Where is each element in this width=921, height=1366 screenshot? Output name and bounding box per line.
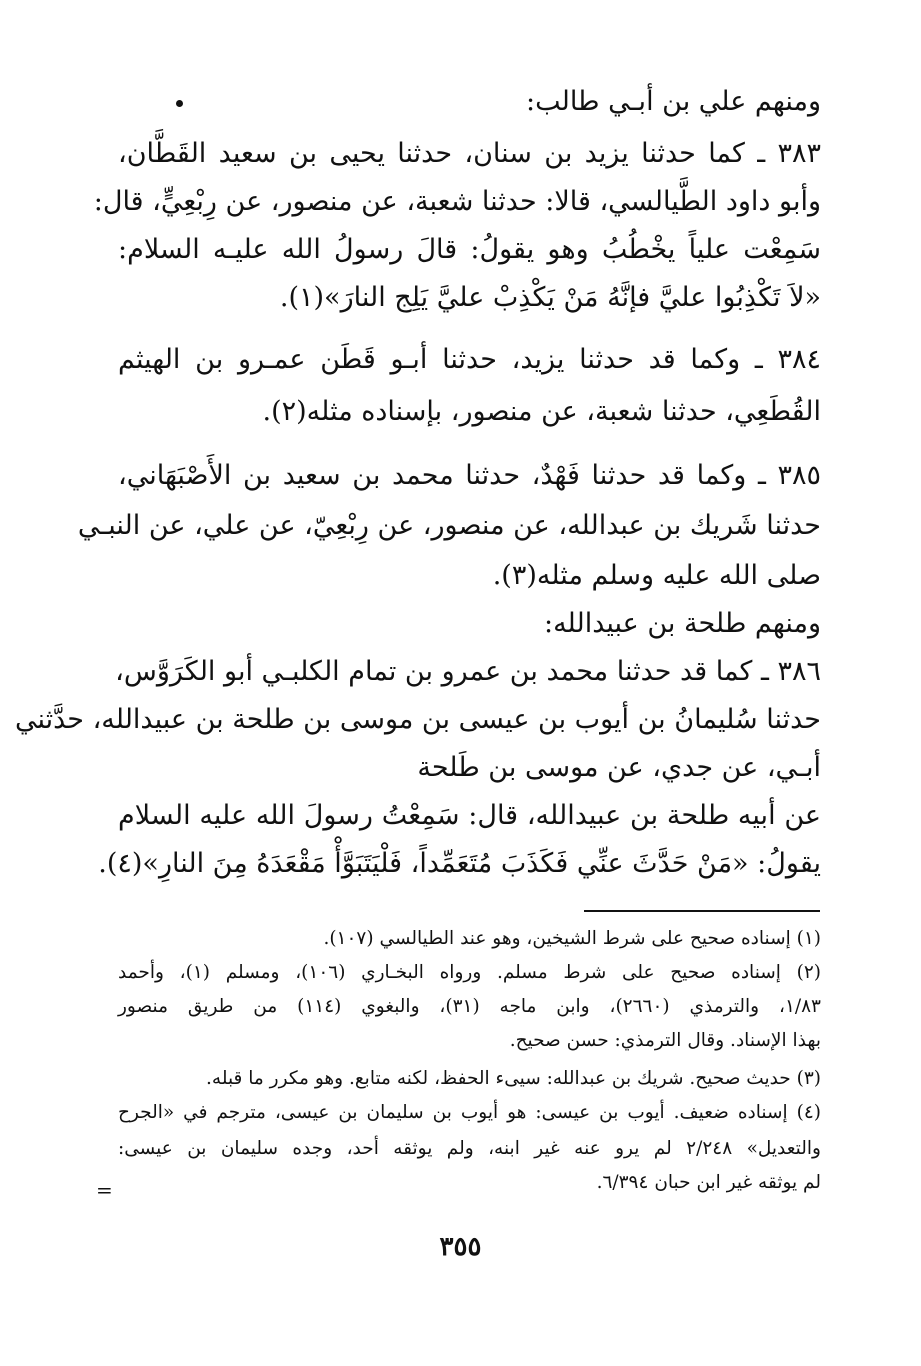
footnote-4-line-1: (٤) إسناده ضعيف. أيوب بن عيسى: هو أيوب بن سليمان بن عيسى، مترجم في «الجرح [118,1102,821,1123]
footnote-2-line-1: (٢) إسناده صحيح على شرط مسلم. ورواه البخـاري (١٠٦)، ومسلم (١)، وأحمد [118,962,822,983]
hadith-386-line-5: يقولُ: «مَنْ حَدَّثَ عنِّي فَكَذَبَ مُتَعَمِّداً، فَلْيَتَبَوَّأْ مَقْعَدَهُ مِنَ النارِ»(٤). [98,848,821,879]
footnote-2-line-3: بهذا الإسناد. وقال الترمذي: حسن صحيح. [509,1030,821,1051]
footnote-4-line-2: والتعديل» ٢/٢٤٨ لم يرو عنه غير ابنه، ولم يوثقه أحد، وجده سليمان بن عيسى: [118,1138,821,1159]
section-heading-ali: ومنهم علي بن أبـي طالب: [526,86,821,117]
footnote-separator [584,910,820,912]
hadith-383-line-2: وأبو داود الطَّيالسي، قالا: حدثنا شعبة، عن منصور، عن رِبْعِيٍّ، قال: [93,186,821,217]
footnote-2-line-2: ١/٨٣، والترمذي (٢٦٦٠)، وابن ماجه (٣١)، والبغوي (١١٤) من طريق منصور [118,996,821,1017]
hadith-386-line-4: عن أبيه طلحة بن عبيدالله، قال: سَمِعْتُ رسولَ الله عليه السلام [118,800,821,831]
footnote-1: (١) إسناده صحيح على شرط الشيخين، وهو عند الطيالسي (١٠٧). [323,928,821,949]
hadith-385-line-3: صلى الله عليه وسلم مثله(٣). [492,560,821,591]
hadith-384-line-2: القُطَعِي، حدثنا شعبة، عن منصور، بإسناده مثله(٢). [262,396,821,427]
hadith-385-line-2: حدثنا شَريك بن عبدالله، عن منصور، عن رِبْعِيّ، عن علي، عن النبـي [77,510,821,541]
hadith-384-line-1: ٣٨٤ ـ وكما قد حدثنا يزيد، حدثنا أبـو قَطَن عمـرو بن الهيثم [118,344,821,375]
continuation-mark: = [96,1178,113,1202]
hadith-383-line-3: سَمِعْت علياً يخْطُبُ وهو يقولُ: قالَ رسولُ الله عليـه السلام: [118,234,821,265]
hadith-386-line-1: ٣٨٦ ـ كما قد حدثنا محمد بن عمرو بن تمام الكلبـي أبو الكَرَوَّس، [115,656,821,687]
hadith-383-line-1: ٣٨٣ ـ كما حدثنا يزيد بن سنان، حدثنا يحيى بن سعيد القَطَّان، [118,138,821,169]
page-number: ٣٥٥ [439,1232,482,1262]
footnote-3: (٣) حديث صحيح. شريك بن عبدالله: سيىء الحفظ، لكنه متابع. وهو مكرر ما قبله. [206,1068,821,1089]
hadith-386-line-3: أبـي، عن جدي، عن موسى بن طَلحة [417,752,821,783]
footnote-4-line-3: لم يوثقه غير ابن حبان ٦/٣٩٤. [596,1172,821,1193]
hadith-383-line-4: «لاَ تَكْذِبُوا عليَّ فإنَّهُ مَنْ يَكْذِبْ عليَّ يَلِج النارَ»(١). [279,282,821,313]
hadith-386-line-2: حدثنا سُليمانُ بن أيوب بن عيسى بن موسى بن طلحة بن عبيدالله، حدَّثني [14,704,821,735]
section-heading-talha: ومنهم طلحة بن عبيدالله: [543,608,821,639]
hadith-385-line-1: ٣٨٥ ـ وكما قد حدثنا فَهْدٌ، حدثنا محمد بن سعيد بن الأَصْبَهَاني، [118,460,821,491]
